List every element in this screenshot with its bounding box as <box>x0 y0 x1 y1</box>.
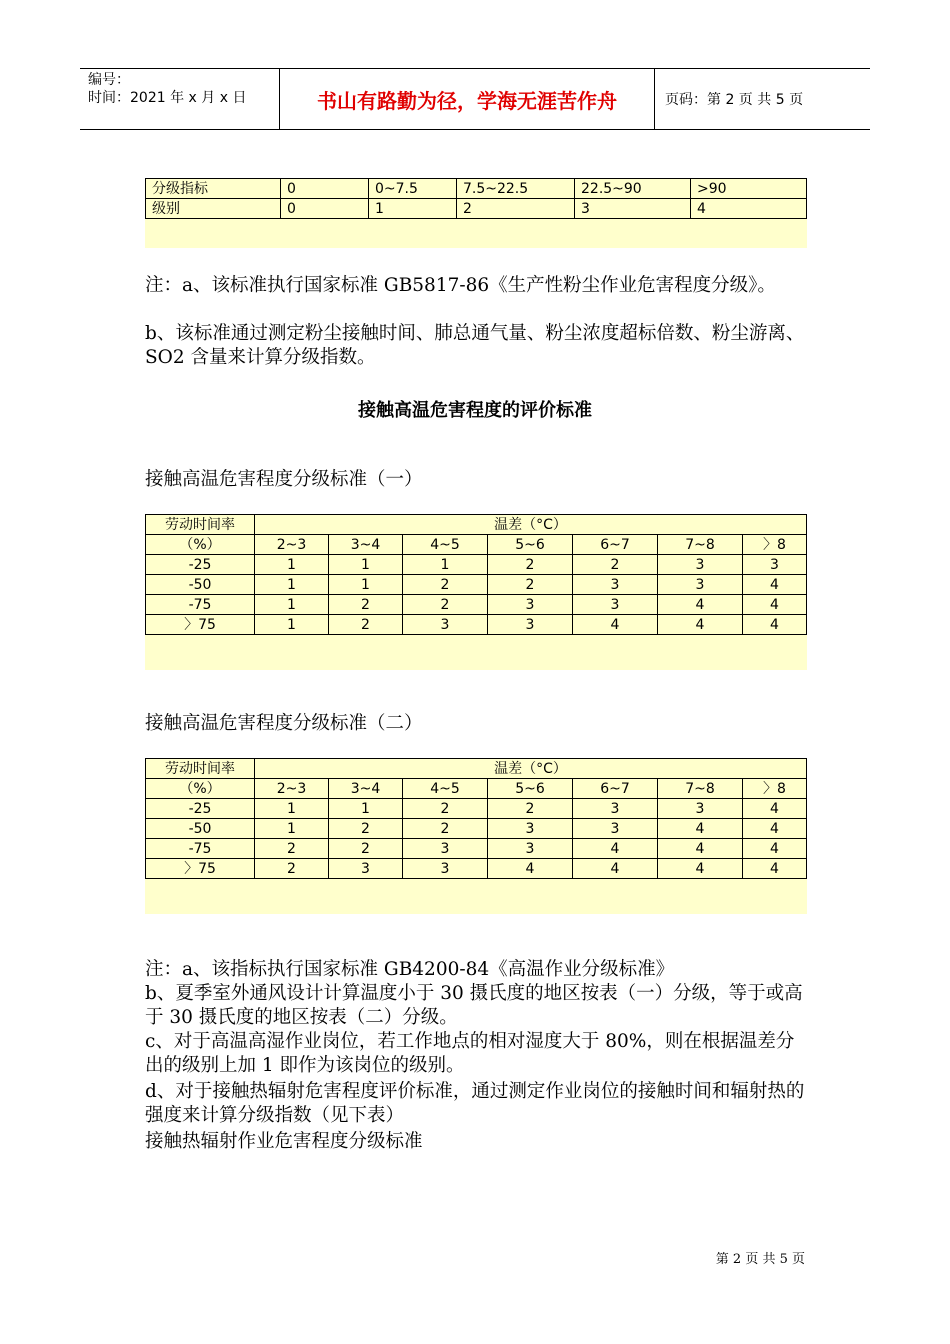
table-cell: 0~7.5 <box>369 179 457 199</box>
row-header-cell: -50 <box>146 819 255 839</box>
table-cell: 2 <box>457 199 575 219</box>
table-cell: >90 <box>691 179 807 199</box>
dust-grade-table <box>145 178 807 248</box>
table-cell: 3 <box>403 859 488 879</box>
table-cell: 3 <box>488 819 573 839</box>
table-row <box>146 575 807 595</box>
note2-c: c、对于高温高湿作业岗位，若工作地点的相对湿度大于 80%，则在根据温差分出的级别上加 1 即作为该岗位的级别。 <box>145 1031 795 1076</box>
table-cell: 1 <box>255 575 329 595</box>
table-cell: 4 <box>658 615 743 635</box>
table-cell: 4 <box>743 595 807 615</box>
table-cell: 2 <box>329 839 403 859</box>
table-cell: 2 <box>488 575 573 595</box>
table-row <box>146 859 807 879</box>
column-header-cell: 4~5 <box>403 535 488 555</box>
column-header-cell: 3~4 <box>329 779 403 799</box>
column-header-cell: 7~8 <box>658 535 743 555</box>
table-cell: 1 <box>403 555 488 575</box>
table-row <box>146 595 807 615</box>
page-header <box>80 68 870 130</box>
table-cell: 1 <box>255 819 329 839</box>
table-row <box>146 799 807 819</box>
table-row <box>146 179 807 199</box>
table-cell: 2 <box>488 799 573 819</box>
table-cell: 3 <box>573 819 658 839</box>
column-header-cell: 6~7 <box>573 779 658 799</box>
column-header-cell: 〉8 <box>743 535 807 555</box>
row-header-cell: 〉75 <box>146 859 255 879</box>
header-row <box>146 535 807 555</box>
header-row <box>146 759 807 779</box>
table-cell: 3 <box>329 859 403 879</box>
heat-grid-1 <box>145 514 807 635</box>
header-page: 页码：第 2 页 共 5 页 <box>665 92 804 108</box>
row-header-cell: -50 <box>146 575 255 595</box>
table-cell: 4 <box>573 839 658 859</box>
section-title: 接触高温危害程度的评价标准 <box>358 400 592 421</box>
table-cell: 3 <box>573 799 658 819</box>
table-cell: 2 <box>403 595 488 615</box>
table-cell: 2 <box>573 555 658 575</box>
rate-header-cell: 劳动时间率 <box>146 515 255 535</box>
table-cell: 4 <box>573 615 658 635</box>
table-cell: 4 <box>658 839 743 859</box>
column-header-cell: 7~8 <box>658 779 743 799</box>
rate-header-cell: 劳动时间率 <box>146 759 255 779</box>
table-cell: 1 <box>255 555 329 575</box>
table-cell: 2 <box>329 615 403 635</box>
table-cell: 3 <box>403 839 488 859</box>
table-cell: 4 <box>743 615 807 635</box>
table-cell: 7.5~22.5 <box>457 179 575 199</box>
dust-grade-grid <box>145 178 807 219</box>
note2-a: 注：a、该指标执行国家标准 GB4200-84《高温作业分级标准》 <box>145 959 675 980</box>
table-cell: 3 <box>658 799 743 819</box>
column-header-cell: 5~6 <box>488 535 573 555</box>
header-number: 编号： <box>88 72 130 88</box>
table-cell: 4 <box>743 839 807 859</box>
row-header-cell: 〉75 <box>146 615 255 635</box>
heat-table-1 <box>145 514 807 670</box>
table-cell: 1 <box>255 595 329 615</box>
table3-title: 接触高温危害程度分级标准（二） <box>145 713 423 734</box>
table-cell: 2 <box>488 555 573 575</box>
column-header-cell: 5~6 <box>488 779 573 799</box>
table-cell: 2 <box>329 819 403 839</box>
rate-unit-cell: （%） <box>146 779 255 799</box>
table-cell: 3 <box>488 839 573 859</box>
table-cell: 1 <box>329 799 403 819</box>
table-cell: 1 <box>329 555 403 575</box>
table-cell: 4 <box>743 799 807 819</box>
page-footer: 第 2 页 共 5 页 <box>715 1252 805 1267</box>
table-cell: 3 <box>743 555 807 575</box>
table-cell: 3 <box>488 615 573 635</box>
table-row <box>146 199 807 219</box>
table-cell: 2 <box>255 839 329 859</box>
table-cell: 4 <box>573 859 658 879</box>
table-cell: 3 <box>658 555 743 575</box>
table-cell: 4 <box>743 575 807 595</box>
table-row <box>146 555 807 575</box>
table-cell: 2 <box>403 799 488 819</box>
table-row <box>146 839 807 859</box>
table-cell: 2 <box>255 859 329 879</box>
column-header-cell: 2~3 <box>255 779 329 799</box>
table2-title: 接触高温危害程度分级标准（一） <box>145 469 423 490</box>
temp-diff-header-cell: 温差（°C） <box>255 515 807 535</box>
table-cell: 2 <box>403 575 488 595</box>
table-cell: 4 <box>743 859 807 879</box>
note2-e: 接触热辐射作业危害程度分级标准 <box>145 1131 423 1152</box>
note1-a: 注：a、该标准执行国家标准 GB5817-86《生产性粉尘作业危害程度分级》。 <box>145 275 776 296</box>
header-row <box>146 515 807 535</box>
table-cell: 4 <box>658 859 743 879</box>
heat-grid-2 <box>145 758 807 879</box>
table-row <box>146 615 807 635</box>
column-header-cell: 6~7 <box>573 535 658 555</box>
column-header-cell: 4~5 <box>403 779 488 799</box>
row-header-cell: -25 <box>146 799 255 819</box>
column-header-cell: 2~3 <box>255 535 329 555</box>
table-cell: 3 <box>573 575 658 595</box>
table-cell: 4 <box>691 199 807 219</box>
table-cell: 4 <box>488 859 573 879</box>
column-header-cell: 〉8 <box>743 779 807 799</box>
table-cell: 4 <box>658 595 743 615</box>
rate-unit-cell: （%） <box>146 535 255 555</box>
table-cell: 1 <box>255 615 329 635</box>
table-cell: 1 <box>255 799 329 819</box>
header-motto: 书山有路勤为径，学海无涯苦作舟 <box>280 69 655 129</box>
table-cell: 3 <box>575 199 691 219</box>
table-cell: 2 <box>403 819 488 839</box>
table-cell: 2 <box>329 595 403 615</box>
table-cell: 0 <box>281 179 369 199</box>
table-cell: 3 <box>658 575 743 595</box>
row-header-cell: 级别 <box>146 199 281 219</box>
row-header-cell: -25 <box>146 555 255 575</box>
header-meta <box>80 69 280 129</box>
table-cell: 1 <box>329 575 403 595</box>
table-cell: 4 <box>743 819 807 839</box>
note1-b: b、该标准通过测定粉尘接触时间、肺总通气量、粉尘浓度超标倍数、粉尘游离、SO2 含量来计算分级指数。 <box>145 323 805 368</box>
note2-d: d、对于接触热辐射危害程度评价标准，通过测定作业岗位的接触时间和辐射热的强度来计算分级指数（见下表） <box>145 1081 805 1126</box>
row-header-cell: -75 <box>146 839 255 859</box>
table-cell: 0 <box>281 199 369 219</box>
table-cell: 22.5~90 <box>575 179 691 199</box>
table-cell: 4 <box>658 819 743 839</box>
temp-diff-header-cell: 温差（°C） <box>255 759 807 779</box>
column-header-cell: 3~4 <box>329 535 403 555</box>
table-cell: 1 <box>369 199 457 219</box>
header-time: 时间：2021 年 x 月 x 日 <box>88 90 247 106</box>
row-header-cell: 分级指标 <box>146 179 281 199</box>
header-row <box>146 779 807 799</box>
note2-b: b、夏季室外通风设计计算温度小于 30 摄氏度的地区按表（一）分级，等于或高于 30 摄氏度的地区按表（二）分级。 <box>145 983 803 1028</box>
table-cell: 3 <box>488 595 573 615</box>
heat-table-2 <box>145 758 807 914</box>
table-cell: 3 <box>403 615 488 635</box>
table-cell: 3 <box>573 595 658 615</box>
table-row <box>146 819 807 839</box>
row-header-cell: -75 <box>146 595 255 615</box>
